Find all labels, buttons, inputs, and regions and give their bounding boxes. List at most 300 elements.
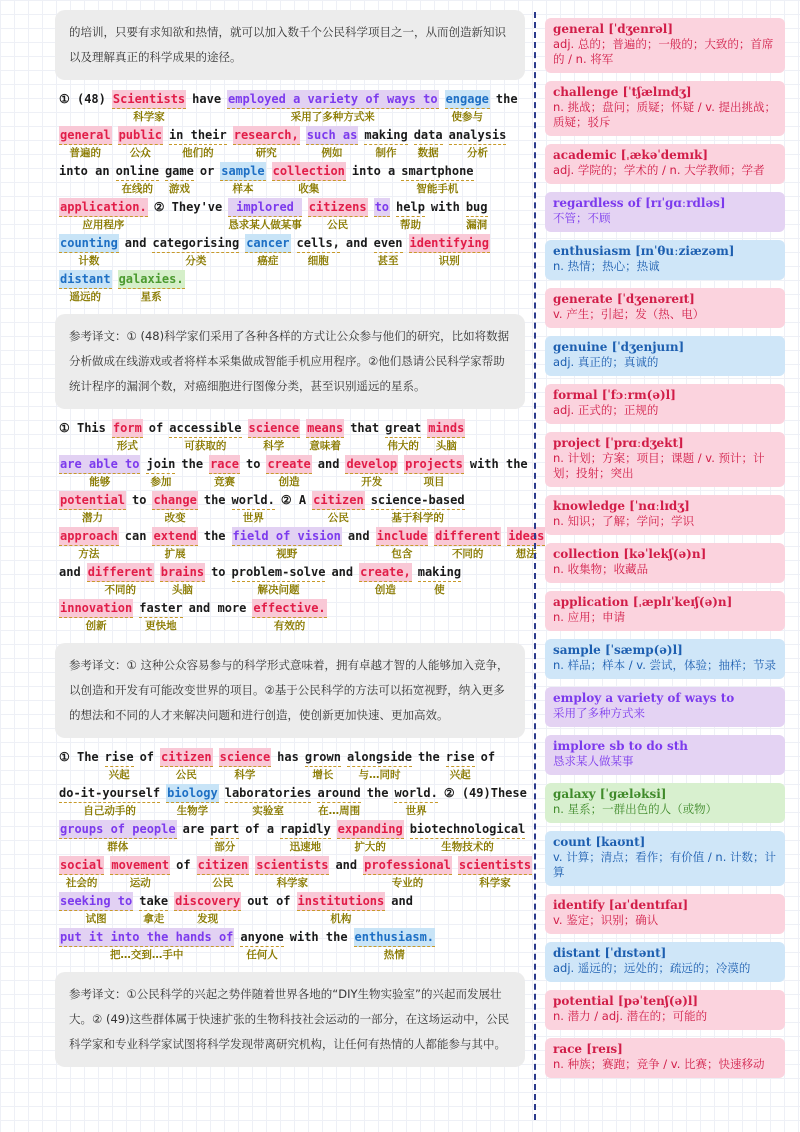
english-word: can: [124, 529, 147, 543]
vocab-card: [545, 831, 785, 886]
english-word: discovery: [174, 892, 241, 911]
annotated-word: [371, 491, 465, 526]
chinese-gloss: 识别: [438, 255, 460, 267]
vocab-card: [545, 336, 785, 376]
annotated-word: [59, 928, 234, 963]
vocab-word: knowledge [ˈnɑːlɪdʒ]: [553, 499, 690, 513]
vocab-card: [545, 192, 785, 232]
vocab-card: [545, 942, 785, 982]
annotated-word: [152, 527, 197, 562]
chinese-gloss: 科学家: [479, 877, 511, 889]
english-word: and: [391, 894, 413, 908]
chinese-gloss: 头脑: [171, 584, 193, 596]
english-word: into a: [351, 164, 396, 178]
annotated-word: [140, 748, 154, 782]
english-word: such as: [306, 126, 359, 145]
annotated-word: [176, 856, 190, 890]
english-word: with: [430, 200, 460, 214]
chinese-gloss: 热情: [383, 949, 405, 961]
chinese-gloss: [59, 766, 99, 782]
passage-paragraph: [55, 419, 545, 635]
annotated-word: [152, 491, 197, 526]
chinese-gloss: 能够: [89, 476, 111, 488]
vocab-card: [545, 288, 785, 328]
english-word: around: [317, 784, 360, 803]
english-word: smartphone: [401, 162, 473, 181]
chinese-gloss: 甚至: [377, 255, 399, 267]
annotated-word: [166, 784, 219, 819]
vocab-definition: n. 种族；赛跑；竞争 / v. 比赛；快速移动: [553, 1057, 765, 1071]
english-word: develop: [345, 455, 398, 474]
english-word: create: [266, 455, 311, 474]
english-word: science: [248, 419, 301, 438]
chinese-gloss: [496, 108, 518, 124]
annotated-word: [169, 419, 241, 454]
reference-translation: 参考译文：① (48)科学家们采用了各种各样的方式让公众参与他们的研究，比如将数据分析做成在线游戏或者将样本采集做成智能手机应用程序。②他们恳请公民科学家帮助统计程序的漏洞个数，对癌细胞进行图像分类，甚至识别遥远的星系。: [55, 314, 525, 409]
chinese-gloss: 生物学: [176, 805, 209, 817]
annotated-word: [181, 455, 203, 489]
chinese-gloss: 可获取的: [184, 440, 227, 452]
chinese-gloss: 社会的: [65, 877, 98, 889]
annotated-word: [125, 234, 147, 268]
chinese-gloss: [331, 581, 353, 597]
chinese-gloss: 开发: [361, 476, 383, 488]
chinese-gloss: 漏洞: [466, 219, 488, 231]
chinese-gloss: 公民: [212, 877, 234, 889]
annotated-word: [59, 856, 104, 891]
annotated-word: [431, 198, 460, 232]
chinese-gloss: 运动: [129, 877, 151, 889]
chinese-gloss: 形式: [116, 440, 138, 452]
vocab-definition: v. 计算；清点；看作；有价值 / n. 计数；计算: [553, 850, 777, 879]
annotated-word: [165, 162, 194, 197]
english-word: groups of people: [59, 820, 177, 839]
annotated-word: [306, 126, 359, 161]
annotated-word: [59, 419, 106, 453]
english-word: accessible: [169, 419, 241, 438]
chinese-gloss: 竞赛: [214, 476, 236, 488]
annotated-word: [59, 892, 133, 927]
vocab-card: [545, 639, 785, 679]
english-word: join: [146, 455, 175, 474]
passage-line: [59, 234, 521, 270]
annotated-word: [364, 126, 407, 161]
english-word: enthusiasm.: [354, 928, 435, 947]
english-word: out of: [247, 894, 291, 908]
annotated-word: [232, 491, 275, 526]
english-word: and: [124, 236, 147, 250]
vocab-card: [545, 18, 785, 73]
english-word: counting: [59, 234, 119, 253]
passage-line: [59, 599, 521, 635]
annotated-word: [317, 784, 360, 819]
annotated-word: [232, 527, 342, 562]
english-word: extend: [152, 527, 197, 546]
passage-line: [59, 563, 521, 599]
english-word: ① The: [59, 750, 99, 764]
chinese-gloss: [281, 509, 306, 525]
vocab-definition: n. 样品；样本 / v. 尝试，体验；抽样；节录: [553, 658, 777, 672]
vocab-word: enthusiasm [ɪnˈθuːziæzəm]: [553, 244, 735, 258]
annotated-word: [139, 892, 168, 927]
annotated-word: [105, 748, 134, 783]
annotated-word: [396, 198, 425, 233]
chinese-gloss: [348, 545, 370, 561]
annotated-word: [169, 126, 227, 161]
vocab-word: galaxy [ˈɡæləksi]: [553, 787, 667, 801]
english-word: grown: [305, 748, 341, 767]
annotated-word: [233, 126, 300, 161]
english-word: public: [118, 126, 163, 145]
annotated-word: [434, 527, 501, 562]
english-word: collection: [272, 162, 346, 181]
passage-line: [59, 892, 521, 928]
chinese-gloss: 创造: [374, 584, 396, 596]
english-word: and: [335, 858, 358, 872]
annotated-word: [266, 455, 311, 490]
english-word: to: [245, 457, 261, 471]
vocab-word: sample [ˈsæmp(ə)l]: [553, 643, 683, 657]
english-word: to: [132, 493, 147, 507]
chinese-gloss: [204, 509, 226, 525]
chinese-gloss: 公民: [175, 769, 197, 781]
vocab-word: general [ˈdʒenrəl]: [553, 22, 674, 36]
english-word: do-it-yourself: [59, 784, 160, 803]
annotated-word: [318, 455, 340, 489]
chinese-gloss: 更快地: [145, 620, 177, 632]
english-word: even: [374, 234, 403, 253]
annotated-word: [374, 234, 403, 269]
chinese-gloss: [204, 545, 226, 561]
chinese-gloss: 改变: [164, 512, 186, 524]
annotated-word: [290, 928, 348, 962]
english-word: biology: [166, 784, 219, 803]
chinese-gloss: 世界: [405, 805, 427, 817]
vocab-definition: n. 挑战；盘问；质疑；怀疑 / v. 提出挑战；质疑；驳斥: [553, 100, 777, 129]
chinese-gloss: 不同的: [104, 584, 136, 596]
english-word: into an: [59, 164, 110, 178]
english-word: and: [59, 565, 81, 579]
english-word: ① (48): [59, 92, 106, 106]
vocab-definition: n. 应用；申请: [553, 610, 626, 624]
annotated-word: [245, 820, 274, 854]
english-word: put it into the hands of: [59, 928, 234, 947]
passage-line: [59, 90, 521, 126]
annotated-word: [306, 419, 344, 454]
annotated-word: [227, 90, 439, 125]
chinese-gloss: [391, 910, 413, 926]
annotated-word: [59, 455, 140, 490]
english-word: potential: [59, 491, 126, 510]
vocab-definition: v. 产生；引起；发（热、电）: [553, 307, 705, 321]
chinese-gloss: [374, 217, 390, 233]
chinese-gloss: [444, 802, 527, 818]
passage-line: [59, 856, 532, 892]
english-word: different: [87, 563, 154, 582]
vocab-definition: adj. 总的；普遍的；一般的；大致的；首席的 / n. 将军: [553, 37, 774, 66]
chinese-gloss: 游戏: [168, 183, 190, 195]
chinese-gloss: 解决问题: [257, 584, 300, 596]
annotated-word: [118, 126, 163, 161]
chinese-gloss: 生物技术的: [441, 841, 494, 853]
annotated-word: [59, 784, 160, 819]
annotated-word: [59, 126, 112, 161]
chinese-gloss: 与…同时: [358, 769, 401, 781]
annotated-word: [174, 892, 241, 927]
annotated-word: [220, 162, 265, 197]
chinese-gloss: 科学: [263, 440, 285, 452]
passage-line: [59, 820, 526, 856]
reference-translation: 参考译文：① 这种公众容易参与的科学形式意味着，拥有卓越才智的人能够加入竞争，以创造和开发有可能改变世界的项目。②基于公民科学的方法可以拓宽视野，纳入更多的想法和不同的人才来解决问题和进行创造，使创新更加快速、更加高效。: [55, 643, 525, 738]
annotated-word: [59, 527, 119, 562]
passage-paragraph: [55, 90, 525, 306]
chinese-gloss: [183, 838, 205, 854]
chinese-gloss: 制作: [375, 147, 397, 159]
annotated-word: [59, 491, 126, 526]
vocab-word: distant [ˈdɪstənt]: [553, 946, 667, 960]
english-word: categorising: [152, 234, 239, 253]
english-word: have: [192, 92, 222, 106]
annotated-word: [110, 856, 170, 891]
chinese-gloss: [59, 581, 81, 597]
annotated-word: [197, 856, 250, 891]
vocabulary-column: [545, 18, 785, 1086]
annotated-word: [240, 928, 283, 963]
chinese-gloss: 计数: [78, 255, 100, 267]
english-word: citizen: [160, 748, 213, 767]
english-word: alongside: [347, 748, 412, 767]
english-word: biotechnological: [410, 820, 526, 839]
annotated-word: [394, 784, 437, 819]
english-word: making: [364, 126, 407, 145]
passage-line: [59, 162, 521, 198]
vocab-card: [545, 990, 785, 1030]
top-translation-text: 的培训，只要有求知欲和热情，就可以加入数千个公民科学项目之一，从而创造新知识以及理解真正的科学成果的途径。: [69, 25, 506, 64]
vocab-card: [545, 144, 785, 184]
chinese-gloss: 智能手机: [416, 183, 459, 195]
chinese-gloss: 方法: [78, 548, 100, 560]
annotated-word: [232, 563, 326, 598]
annotated-word: [418, 563, 461, 598]
annotated-word: [183, 820, 205, 854]
chinese-gloss: 科学家: [133, 111, 165, 123]
vocab-word: generate [ˈdʒenəreɪt]: [553, 292, 695, 306]
chinese-gloss: [192, 108, 221, 124]
english-word: to: [211, 565, 226, 579]
passage-paragraph: [55, 748, 532, 964]
chinese-gloss: 专业的: [391, 877, 424, 889]
vocab-definition: 恳求某人做某事: [553, 754, 634, 768]
passage-line: [59, 784, 527, 820]
vocab-card: [545, 687, 785, 727]
vocab-card: [545, 783, 785, 823]
annotated-word: [308, 198, 368, 233]
annotated-word: [146, 455, 175, 490]
chinese-gloss: [59, 108, 106, 124]
vocab-word: project [ˈprɑːdʒekt]: [553, 436, 684, 450]
chinese-gloss: 基于科学的: [391, 512, 444, 524]
annotated-word: [281, 491, 306, 525]
passage-line: [59, 270, 521, 306]
annotated-word: [149, 419, 163, 453]
annotated-word: [255, 856, 329, 891]
chinese-gloss: 有效的: [273, 620, 306, 632]
english-word: game: [165, 162, 194, 181]
english-word: application.: [59, 198, 148, 217]
english-word: form: [112, 419, 143, 438]
annotated-word: [210, 820, 239, 855]
chinese-gloss: 扩大的: [354, 841, 386, 853]
annotated-word: [189, 599, 247, 633]
chinese-gloss: 发现: [197, 913, 219, 925]
chinese-gloss: 参加: [150, 476, 172, 488]
vocab-definition: adj. 正式的；正规的: [553, 403, 659, 417]
vocab-card: [545, 591, 785, 631]
chinese-gloss: 创新: [85, 620, 107, 632]
chinese-gloss: 使参与: [451, 111, 483, 123]
vocab-definition: adj. 学院的；学术的 / n. 大学教师；学者: [553, 163, 765, 177]
annotated-word: [59, 563, 81, 597]
english-word: science-based: [371, 491, 465, 510]
vocab-card: [545, 894, 785, 934]
english-word: or: [199, 164, 215, 178]
english-word: galaxies.: [118, 270, 185, 289]
english-word: ② (49)These: [443, 786, 527, 800]
vocab-card: [545, 495, 785, 535]
annotated-word: [446, 748, 475, 783]
annotated-word: [228, 198, 302, 233]
vocab-word: implore sb to do sth: [553, 739, 688, 753]
english-word: institutions: [297, 892, 386, 911]
english-word: science: [219, 748, 272, 767]
chinese-gloss: [431, 216, 460, 232]
annotated-word: [444, 784, 527, 818]
english-word: of: [148, 421, 164, 435]
annotated-word: [116, 162, 159, 197]
english-word: of a: [245, 822, 275, 836]
english-word: expanding: [337, 820, 404, 839]
annotated-word: [160, 748, 213, 783]
annotated-word: [346, 234, 368, 268]
english-word: anyone: [240, 928, 283, 947]
annotated-word: [367, 784, 389, 818]
annotated-word: [152, 234, 239, 269]
vocab-word: race [reɪs]: [553, 1042, 623, 1056]
chinese-gloss: 科学: [234, 769, 256, 781]
chinese-gloss: 兴起: [108, 769, 130, 781]
english-word: part: [210, 820, 239, 839]
annotated-word: [335, 856, 357, 890]
english-word: field of vision: [232, 527, 342, 546]
chinese-gloss: [481, 766, 495, 782]
passage-line: [59, 419, 521, 455]
annotated-word: [350, 419, 379, 453]
english-word: change: [152, 491, 197, 510]
annotated-word: [280, 820, 331, 855]
vocab-card: [545, 81, 785, 136]
annotated-word: [59, 820, 177, 855]
english-word: implored: [228, 198, 302, 217]
annotated-word: [466, 198, 488, 233]
chinese-gloss: 使: [434, 584, 445, 596]
chinese-gloss: [181, 473, 203, 489]
annotated-word: [449, 126, 507, 161]
annotated-word: [248, 419, 301, 454]
chinese-gloss: 癌症: [257, 255, 279, 267]
vocab-word: potential [pəˈtenʃ(ə)l]: [553, 994, 699, 1008]
english-word: approach: [59, 527, 119, 546]
english-word: and: [347, 529, 370, 543]
passage-line: [59, 126, 521, 162]
annotated-word: [219, 748, 272, 783]
chinese-gloss: 帮助: [399, 219, 421, 231]
annotated-word: [87, 563, 154, 598]
chinese-gloss: 星系: [140, 291, 162, 303]
annotated-word: [59, 90, 106, 124]
chinese-gloss: 增长: [312, 769, 334, 781]
annotated-word: [192, 90, 221, 124]
passage-line: [59, 748, 521, 784]
annotated-word: [312, 491, 365, 526]
annotated-word: [139, 599, 182, 634]
english-word: the: [366, 786, 389, 800]
english-word: effective.: [252, 599, 326, 618]
passage-line: [59, 455, 528, 491]
english-word: innovation: [59, 599, 133, 618]
annotated-word: [481, 748, 495, 782]
annotated-word: [272, 162, 346, 197]
english-word: citizen: [312, 491, 365, 510]
english-word: ① This: [59, 421, 106, 435]
annotated-word: [112, 90, 186, 125]
english-word: brains: [160, 563, 205, 582]
chinese-gloss: 普遍的: [69, 147, 102, 159]
annotated-word: [470, 455, 528, 489]
vocab-word: academic [ˌækəˈdemɪk]: [553, 148, 708, 162]
english-word: cells,: [297, 234, 340, 253]
chinese-gloss: 把…交到…手中: [109, 949, 184, 961]
vocab-word: collection [kəˈlekʃ(ə)n]: [553, 547, 707, 561]
chinese-gloss: 自己动手的: [83, 805, 136, 817]
vocab-card: [545, 432, 785, 487]
english-word: in their: [169, 126, 227, 145]
annotated-word: [507, 527, 545, 562]
chinese-gloss: [245, 838, 274, 854]
english-word: citizens: [308, 198, 368, 217]
passage-line: [59, 527, 545, 563]
chinese-gloss: 伟大的: [387, 440, 419, 452]
chinese-gloss: 潜力: [82, 512, 104, 524]
english-word: of: [139, 750, 155, 764]
chinese-gloss: [132, 509, 146, 525]
annotated-word: [374, 198, 390, 233]
english-word: of: [480, 750, 496, 764]
chinese-gloss: 创造: [278, 476, 300, 488]
vocab-card: [545, 543, 785, 583]
chinese-gloss: 采用了多种方式来: [290, 111, 375, 123]
annotated-word: [112, 419, 143, 454]
vocab-card: [545, 384, 785, 424]
chinese-gloss: 群体: [107, 841, 129, 853]
annotated-word: [363, 856, 452, 891]
chinese-gloss: 收集: [298, 183, 320, 195]
english-word: making: [418, 563, 461, 582]
annotated-word: [297, 892, 386, 927]
english-word: research,: [233, 126, 300, 145]
chinese-gloss: 想法: [515, 548, 537, 560]
chinese-gloss: 在…周围: [318, 805, 361, 817]
chinese-gloss: 例如: [321, 147, 343, 159]
